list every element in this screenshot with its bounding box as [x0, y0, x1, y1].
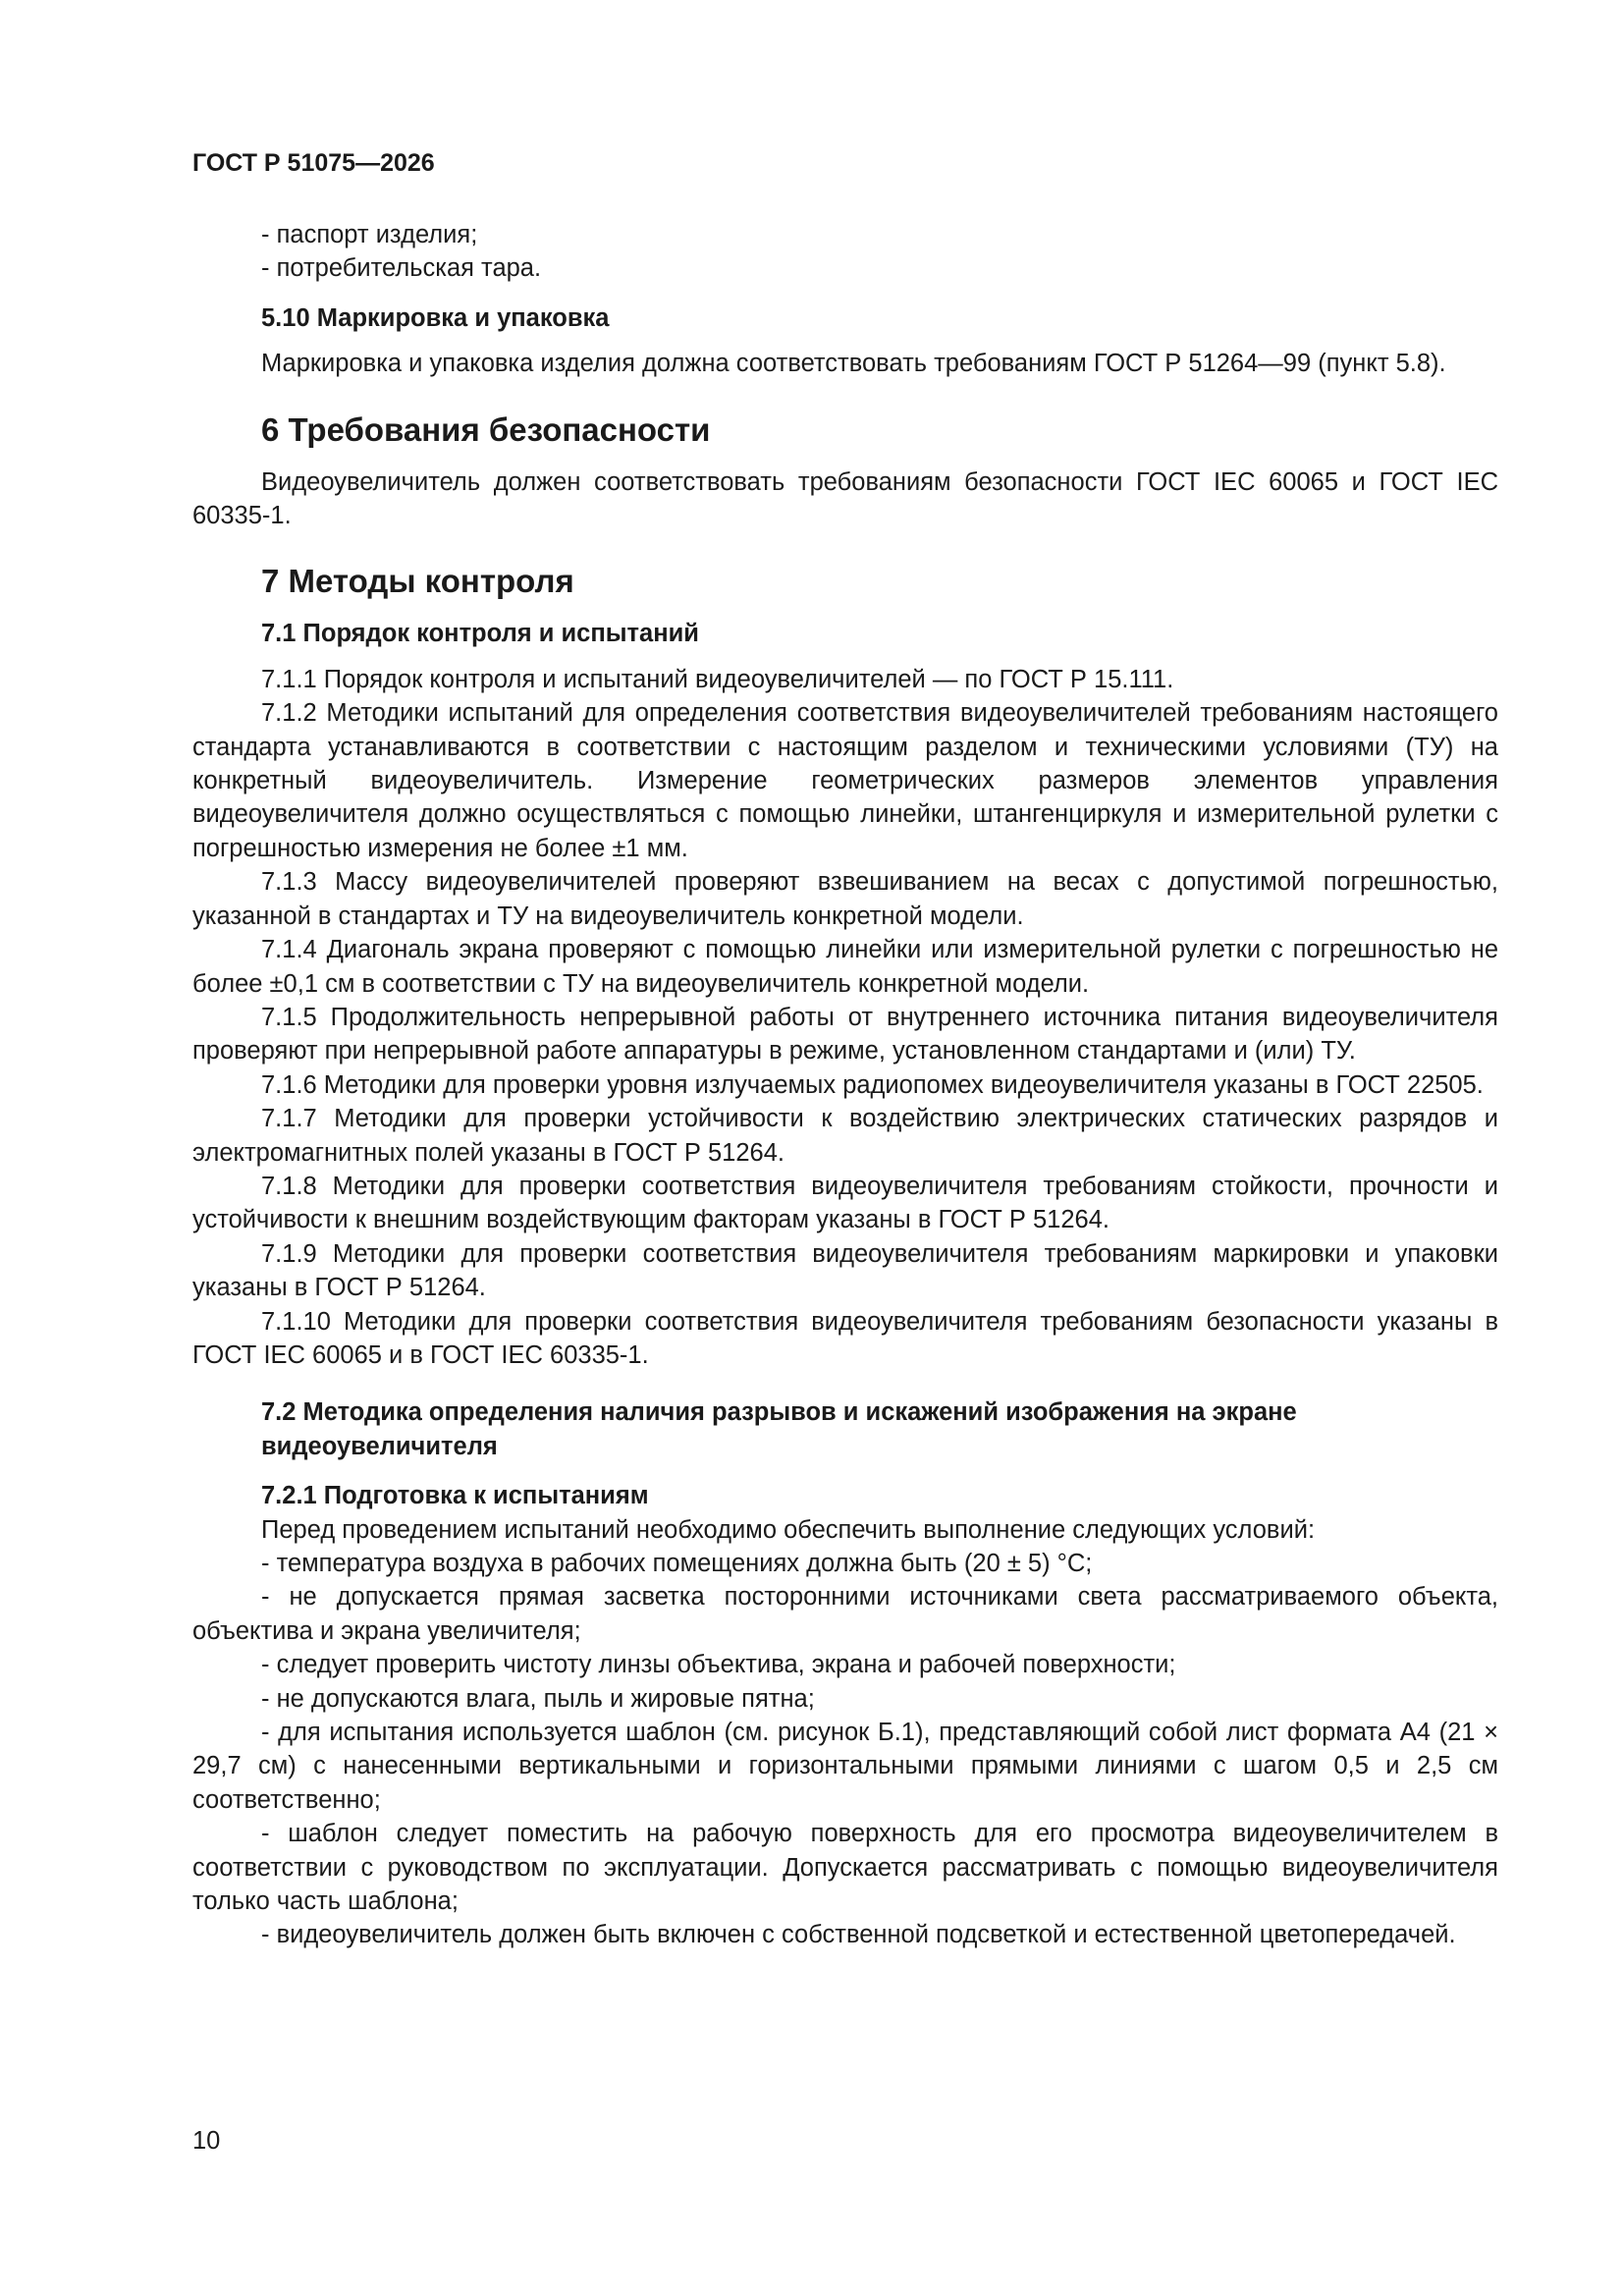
page-number: 10 [192, 2127, 221, 2155]
list-item: - температура воздуха в рабочих помещениях должна быть (20 ± 5) °С; [261, 1550, 1093, 1577]
paragraph: 7.1.9 Методики для проверки соответствия видеоувеличителя требованиям маркировки и упаковки указаны в ГОСТ Р 51264. [192, 1239, 1498, 1302]
list-item: - не допускаются влага, пыль и жировые пятна; [261, 1684, 815, 1713]
paragraph: 7.1.7 Методики для проверки устойчивости к воздействию электрических статических разрядов и электромагнитных полей указаны в ГОСТ Р 51264. [192, 1105, 1498, 1167]
paragraph: 7.1.1 Порядок контроля и испытаний видеоувеличителей — по ГОСТ Р 15.111. [261, 665, 1174, 693]
document-page [192, 147, 1498, 1952]
paragraph: 7.1.6 Методики для проверки уровня излучаемых радиопомех видеоувеличителя указаны в ГОСТ 22505. [261, 1070, 1484, 1099]
paragraph: 7.1.8 Методики для проверки соответствия видеоувеличителя требованиям стойкости, прочности и устойчивости к внешним воздействующим факторам указаны в ГОСТ Р 51264. [192, 1172, 1498, 1234]
section-5-10-title: 5.10 Маркировка и упаковка [261, 303, 610, 332]
section-7-1-title: 7.1 Порядок контроля и испытаний [261, 620, 699, 648]
document-header: ГОСТ Р 51075—2026 [192, 149, 435, 177]
list-item: - шаблон следует поместить на рабочую поверхность для его просмотра видеоувеличителем в соответствии с руководством по эксплуатации. Допускается рассматривать с помощью видеоувеличителя только часть шаблона; [192, 1820, 1498, 1916]
paragraph: 7.1.10 Методики для проверки соответствия видеоувеличителя требованиям безопасности указаны в ГОСТ IEC 60065 и в ГОСТ IEC 60335-1. [192, 1307, 1498, 1369]
section-7-2-1-title: 7.2.1 Подготовка к испытаниям [261, 1482, 649, 1510]
section-6-text: Видеоувеличитель должен соответствовать требованиям безопасности ГОСТ IEC 60065 и ГОСТ IEC 60335-1. [192, 467, 1498, 530]
paragraph: 7.1.3 Массу видеоувеличителей проверяют взвешиванием на весах с допустимой погрешностью, указанной в стандартах и ТУ на видеоувеличитель конкретной модели. [192, 868, 1498, 930]
paragraph: Перед проведением испытаний необходимо обеспечить выполнение следующих условий: [261, 1515, 1316, 1544]
list-item: - следует проверить чистоту линзы объектива, экрана и рабочей поверхности; [261, 1651, 1176, 1679]
section-5-10-text: Маркировка и упаковка изделия должна соответствовать требованиям ГОСТ Р 51264—99 (пункт 5.8). [261, 350, 1446, 378]
list-item: - не допускается прямая засветка посторонними источниками света рассматриваемого объекта, объектива и экрана увеличителя; [192, 1583, 1498, 1645]
list-item: - потребительская тара. [261, 254, 542, 283]
list-item: - паспорт изделия; [261, 221, 478, 248]
section-6-title: 6 Требования безопасности [261, 410, 711, 448]
section-7-2-title: 7.2 Методика определения наличия разрывов и искажений изображения на экране видеоувеличителя [261, 1398, 1297, 1460]
list-item: - видеоувеличитель должен быть включен с собственной подсветкой и естественной цветопередачей. [261, 1921, 1456, 1949]
section-7-title: 7 Методы контроля [261, 563, 574, 600]
paragraph: 7.1.4 Диагональ экрана проверяют с помощью линейки или измерительной рулетки с погрешностью не более ±0,1 см в соответствии с ТУ на видеоувеличитель конкретной модели. [192, 936, 1498, 998]
list-item: - для испытания используется шаблон (см. рисунок Б.1), представляющий собой лист формата А4 (21 × 29,7 см) с нанесенными вертикальными и горизонтальными прямыми линиями с шагом 0,5 и 2,5 см соответственно; [192, 1719, 1498, 1814]
paragraph: 7.1.2 Методики испытаний для определения соответствия видеоувеличителей требованиям настоящего стандарта устанавливаются в соответствии с настоящим разделом и техническими условиями (ТУ) на конкретный видеоувеличитель. Измерение геометрических размеров элементов управления видеоувеличителя должно осуществляться с помощью линейки, штангенциркуля и измерительной рулетки с погрешностью измерения не более ±1 мм. [192, 699, 1498, 862]
paragraph: 7.1.5 Продолжительность непрерывной работы от внутреннего источника питания видеоувеличителя проверяют при непрерывной работе аппаратуры в режиме, установленном стандартами и (или) ТУ. [192, 1003, 1498, 1066]
